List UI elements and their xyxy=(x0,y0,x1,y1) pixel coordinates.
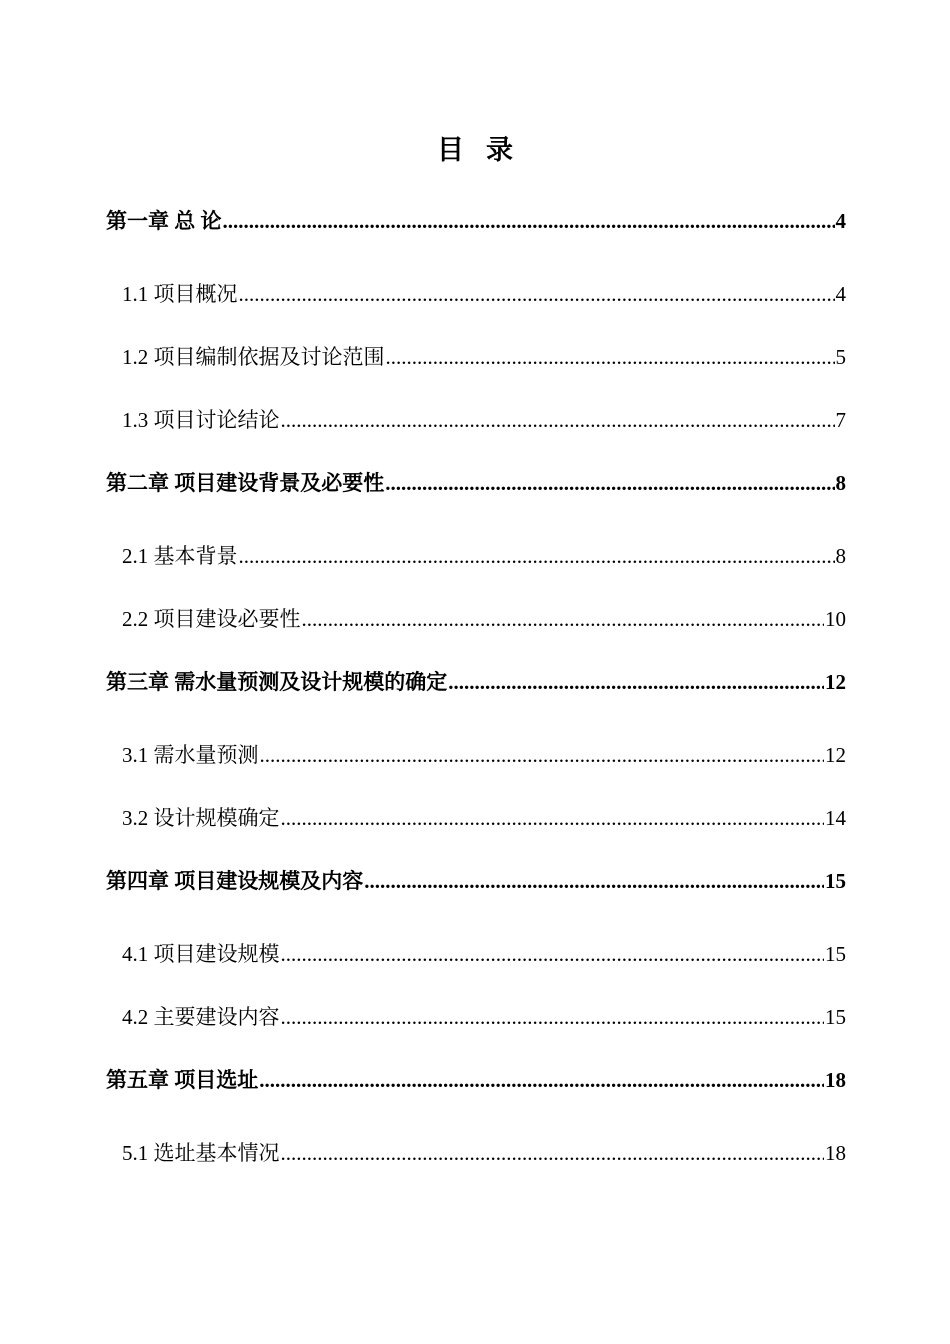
toc-page-number: 18 xyxy=(825,1068,846,1092)
toc-entry-text: 1.3 项目讨论结论 xyxy=(122,408,280,432)
toc-page-number: 8 xyxy=(835,471,846,495)
toc-entry-text: 3.2 设计规模确定 xyxy=(122,806,280,830)
toc-entry-text: 5.1 选址基本情况 xyxy=(122,1141,280,1165)
toc-entry-text: 2.2 项目建设必要性 xyxy=(122,607,301,631)
toc-entry-text: 第二章 项目建设背景及必要性 xyxy=(106,471,385,495)
toc-dot-leader xyxy=(302,596,825,642)
toc-page-number: 7 xyxy=(835,408,846,432)
toc-entry-text: 4.2 主要建设内容 xyxy=(122,1005,280,1029)
toc-page-number: 14 xyxy=(825,806,846,830)
toc-dot-leader xyxy=(259,1057,824,1103)
toc-entry-text: 4.1 项目建设规模 xyxy=(122,942,280,966)
toc-page-number: 15 xyxy=(825,1005,846,1029)
toc-section-entry[interactable] xyxy=(106,1130,846,1193)
toc-page-number: 15 xyxy=(825,869,846,893)
toc-section-entry[interactable] xyxy=(106,397,846,460)
toc-page-number: 18 xyxy=(825,1141,846,1165)
toc-entry-text: 第一章 总 论 xyxy=(106,209,222,233)
toc-page-number: 15 xyxy=(825,942,846,966)
toc-page-number: 10 xyxy=(825,607,846,631)
toc-chapter-entry[interactable] xyxy=(106,460,846,533)
toc-chapter-entry[interactable] xyxy=(106,858,846,931)
toc-chapter-entry[interactable] xyxy=(106,1057,846,1130)
toc-entry-text: 1.2 项目编制依据及讨论范围 xyxy=(122,345,385,369)
toc-dot-leader xyxy=(281,931,825,977)
toc-section-entry[interactable] xyxy=(106,931,846,994)
toc-title: 目录 xyxy=(437,135,535,165)
toc-entry-text: 3.1 需水量预测 xyxy=(122,743,259,767)
toc-section-entry[interactable] xyxy=(106,271,846,334)
toc-dot-leader xyxy=(223,198,835,244)
toc-page-number: 12 xyxy=(825,670,846,694)
toc-dot-leader xyxy=(281,994,825,1040)
toc-dot-leader xyxy=(239,271,835,317)
toc-entry-text: 第五章 项目选址 xyxy=(106,1068,259,1092)
toc-dot-leader xyxy=(385,460,834,506)
toc-section-entry[interactable] xyxy=(106,732,846,795)
toc-section-entry[interactable] xyxy=(106,795,846,858)
toc-page-number: 8 xyxy=(835,544,846,568)
toc-section-entry[interactable] xyxy=(106,533,846,596)
toc-dot-leader xyxy=(364,858,824,904)
toc-entry-text: 第四章 项目建设规模及内容 xyxy=(106,869,364,893)
toc-section-entry[interactable] xyxy=(106,334,846,397)
toc-entry-text: 第三章 需水量预测及设计规模的确定 xyxy=(106,670,448,694)
toc-dot-leader xyxy=(281,1130,825,1176)
toc-dot-leader xyxy=(281,397,835,443)
toc-dot-leader xyxy=(281,795,825,841)
toc-page-number: 12 xyxy=(825,743,846,767)
toc-dot-leader xyxy=(448,659,824,705)
toc-dot-leader xyxy=(260,732,825,778)
toc-dot-leader xyxy=(239,533,835,579)
toc-entry-text: 1.1 项目概况 xyxy=(122,282,238,306)
toc-dot-leader xyxy=(386,334,835,380)
toc-page-number: 4 xyxy=(835,282,846,306)
toc-chapter-entry[interactable] xyxy=(106,198,846,271)
toc-section-entry[interactable] xyxy=(106,596,846,659)
toc-page-number: 4 xyxy=(835,209,846,233)
toc-page-number: 5 xyxy=(835,345,846,369)
table-of-contents xyxy=(106,198,846,1193)
toc-entry-text: 2.1 基本背景 xyxy=(122,544,238,568)
toc-section-entry[interactable] xyxy=(106,994,846,1057)
toc-chapter-entry[interactable] xyxy=(106,659,846,732)
